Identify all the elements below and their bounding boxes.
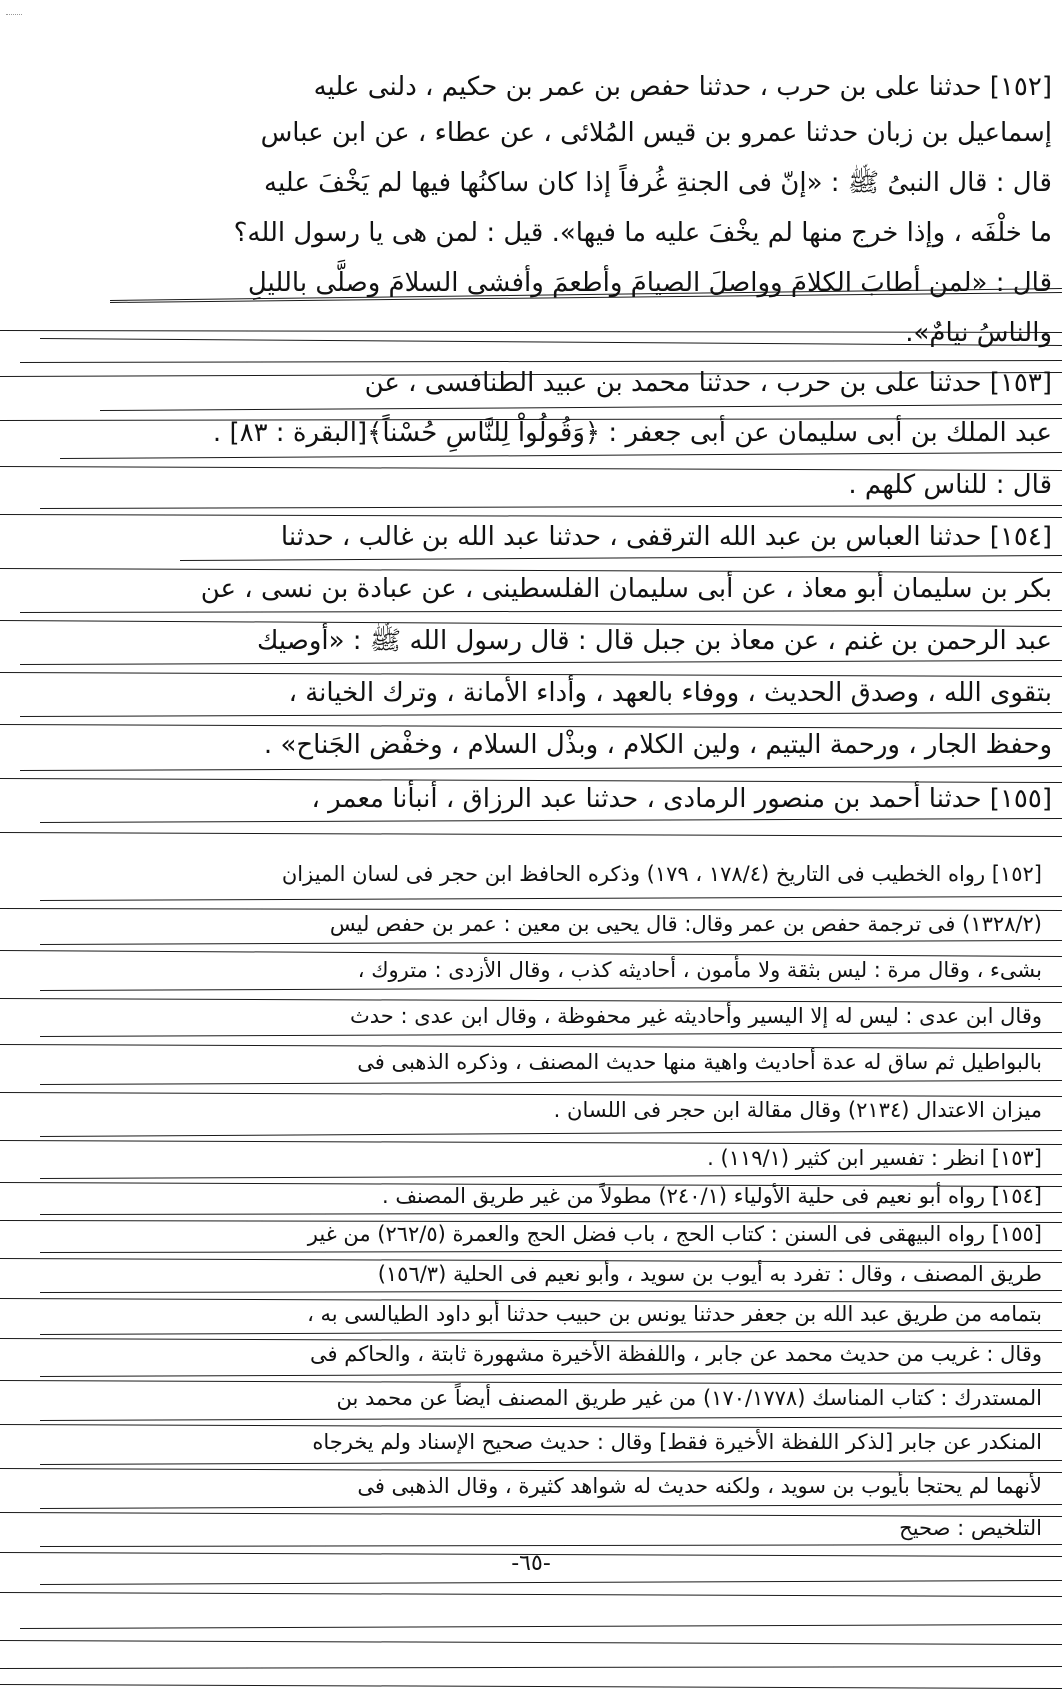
body-line: إسماعيل بن زبان حدثنا عمرو بن قيس المُلائى ، عن عطاء ، عن ابن عباس <box>260 118 1052 148</box>
ruled-line <box>40 1130 1062 1137</box>
ruled-line <box>40 1544 1062 1547</box>
footnote-line: التلخيص : صحيح <box>899 1516 1042 1540</box>
ruled-line <box>40 1080 1062 1085</box>
footnote-line: (١٣٢٨/٢) فى ترجمة حفص بن عمر وقال: قال يحيى بن معين : عمر بن حفص ليس <box>329 912 1042 936</box>
ruled-line <box>40 940 1062 945</box>
footnote-line: ميزان الاعتدال (٢١٣٤) وقال مقالة ابن حجر فى اللسان . <box>553 1098 1042 1122</box>
ruled-line <box>40 986 1062 991</box>
scan-mark <box>6 14 22 25</box>
ruled-line <box>40 505 1062 509</box>
ruled-line <box>0 950 1062 957</box>
footnote-line: المستدرك : كتاب المناسك (١٧٠/١٧٧٨) من غير طريق المصنف أيضاً عن محمد بن <box>336 1386 1042 1410</box>
ruled-line <box>0 1666 1062 1669</box>
ruled-line <box>0 1092 1062 1097</box>
ruled-line <box>0 568 1062 573</box>
ruled-line <box>20 712 1062 717</box>
footnote-line: وقال : غريب من حديث محمد عن جابر ، واللفظة الأخيرة مشهورة ثابتة ، والحاكم فى <box>310 1342 1042 1366</box>
ruled-line <box>20 360 1062 363</box>
ruled-line <box>0 908 1062 911</box>
footnote-line: طريق المصنف ، وقال : تفرد به أيوب بن سويد ، وأبو نعيم فى الحلية (١٥٦/٣) <box>377 1262 1042 1286</box>
ruled-line <box>40 818 1062 823</box>
body-line: والناسُ نيامٌ». <box>905 318 1052 348</box>
body-line: [١٥٣] حدثنا على بن حرب ، حدثنا محمد بن عبيد الطنافسى ، عن <box>364 368 1052 398</box>
body-line: [١٥٢] حدثنا على بن حرب ، حدثنا حفص بن عمر بن حكيم ، دلنى عليه <box>313 72 1052 102</box>
body-line: ما خلْفَه ، وإذا خرج منها لم يخْفَ عليه ما فيها». قيل : لمن هى يا رسول الله؟ <box>233 218 1052 248</box>
ruled-line <box>20 1624 1062 1629</box>
body-line: قال : قال النبىُ ﷺ : «إنّ فى الجنةِ غُرفاً إذا كان ساكنُها فيها لم يَخْفَ عليه <box>264 168 1052 198</box>
footnote-line: وقال ابن عدى : ليس له إلا اليسير وأحاديثه غير محفوظة ، وقال ابن عدى : حدث <box>350 1004 1042 1028</box>
ruled-line <box>40 1460 1062 1465</box>
ruled-line <box>0 1640 1062 1645</box>
ruled-line <box>40 1504 1062 1509</box>
footnote-line: [١٥٤] رواه أبو نعيم فى حلية الأولياء (٢٤٠/١) مطولاً من غير طريق المصنف . <box>381 1184 1042 1208</box>
body-line: بتقوى الله ، وصدق الحديث ، ووفاء بالعهد ، وأداء الأمانة ، وترك الخيانة ، <box>288 678 1052 708</box>
footnote-line: بشىء ، وقال مرة : ليس بثقة ولا مأمون ، أحاديثه كذب ، وقال الأزدى : متروك ، <box>357 958 1042 982</box>
ruled-line <box>40 1416 1062 1421</box>
footnote-line: بتمامه من طريق عبد الله بن جعفر حدثنا يونس بن حبيب حدثنا أبو داود الطيالسى به ، <box>307 1302 1042 1326</box>
ruled-line <box>0 1380 1062 1385</box>
footnote-line: بالبواطيل ثم ساق له عدة أحاديث واهية منها حديث المصنف ، وذكره الذهبى فى <box>357 1050 1042 1074</box>
ruled-line <box>0 1592 1062 1597</box>
body-line: قال : للناس كلهم . <box>848 470 1052 500</box>
ruled-line <box>0 778 1062 783</box>
ruled-line <box>20 660 1062 665</box>
ruled-line <box>180 555 1062 561</box>
body-line: عبد الملك بن أبى سليمان عن أبى جعفر : ﴿وَقُولُواْ لِلنَّاسِ حُسْناً﴾[البقرة : ٨٣] . <box>212 418 1052 448</box>
body-line: وحفظ الجار ، ورحمة اليتيم ، ولين الكلام ، وبذْل السلام ، وخفْض الجَناح» . <box>263 730 1052 760</box>
ruled-line <box>40 1372 1062 1377</box>
ruled-line <box>40 1580 1062 1585</box>
ruled-line <box>0 672 1062 677</box>
ruled-line <box>0 832 1062 837</box>
footnote-line: [١٥٢] رواه الخطيب فى التاريخ (١٧٨/٤ ، ١٧٩) وذكره الحافظ ابن حجر فى لسان الميزان <box>281 862 1042 886</box>
ruled-line <box>60 452 1062 459</box>
ruled-line <box>0 1468 1062 1473</box>
footnote-line: [١٥٥] رواه البيهقى فى السنن : كتاب الحج ، باب فضل الحج والعمرة (٢٦٢/٥) من غير <box>307 1222 1042 1246</box>
ruled-line <box>0 1140 1062 1145</box>
ruled-line <box>0 998 1062 1003</box>
ruled-line <box>40 1290 1062 1293</box>
footnote-line: [١٥٣] انظر : تفسير ابن كثير (١١٩/١) . <box>707 1146 1042 1170</box>
ruled-line <box>0 1044 1062 1049</box>
ruled-line <box>40 1032 1062 1037</box>
ruled-line <box>20 610 1062 613</box>
ruled-line <box>40 1250 1062 1253</box>
body-line: بكر بن سليمان أبو معاذ ، عن أبى سليمان الفلسطينى ، عن عبادة بن نسى ، عن <box>200 574 1052 604</box>
page-number: -٦٥- <box>511 1551 551 1576</box>
ruled-line <box>40 896 1062 901</box>
ruled-line <box>0 514 1062 518</box>
ruled-line <box>40 1330 1062 1335</box>
body-line: قال : «لمن أطابَ الكلامَ وواصلَ الصيامَ وأطعمَ وأفشى السلامَ وصلَّى بالليلِ <box>247 268 1052 298</box>
ruled-line <box>0 1684 1062 1689</box>
body-line: [١٥٤] حدثنا العباس بن عبد الله الترقفى ، حدثنا عبد الله بن غالب ، حدثنا <box>280 522 1052 552</box>
ruled-line <box>40 1212 1062 1215</box>
body-line: عبد الرحمن بن غنم ، عن معاذ بن جبل قال : قال رسول الله ﷺ : «أوصيك <box>257 626 1052 656</box>
ruled-line <box>40 1174 1062 1179</box>
ruled-line <box>0 724 1062 729</box>
ruled-line <box>100 404 1062 411</box>
ruled-line <box>0 1424 1062 1429</box>
footnote-line: المنكدر عن جابر [لذكر اللفظة الأخيرة فقط] وقال : حديث صحيح الإسناد ولم يخرجاه <box>312 1430 1042 1454</box>
ruled-line <box>0 330 1062 333</box>
body-line: [١٥٥] حدثنا أحمد بن منصور الرمادى ، حدثنا عبد الرزاق ، أنبأنا معمر ، <box>311 784 1052 814</box>
footnote-line: لأنهما لم يحتجا بأيوب بن سويد ، ولكنه حديث له شواهد كثيرة ، وقال الذهبى فى <box>357 1474 1042 1498</box>
ruled-line <box>20 766 1062 771</box>
